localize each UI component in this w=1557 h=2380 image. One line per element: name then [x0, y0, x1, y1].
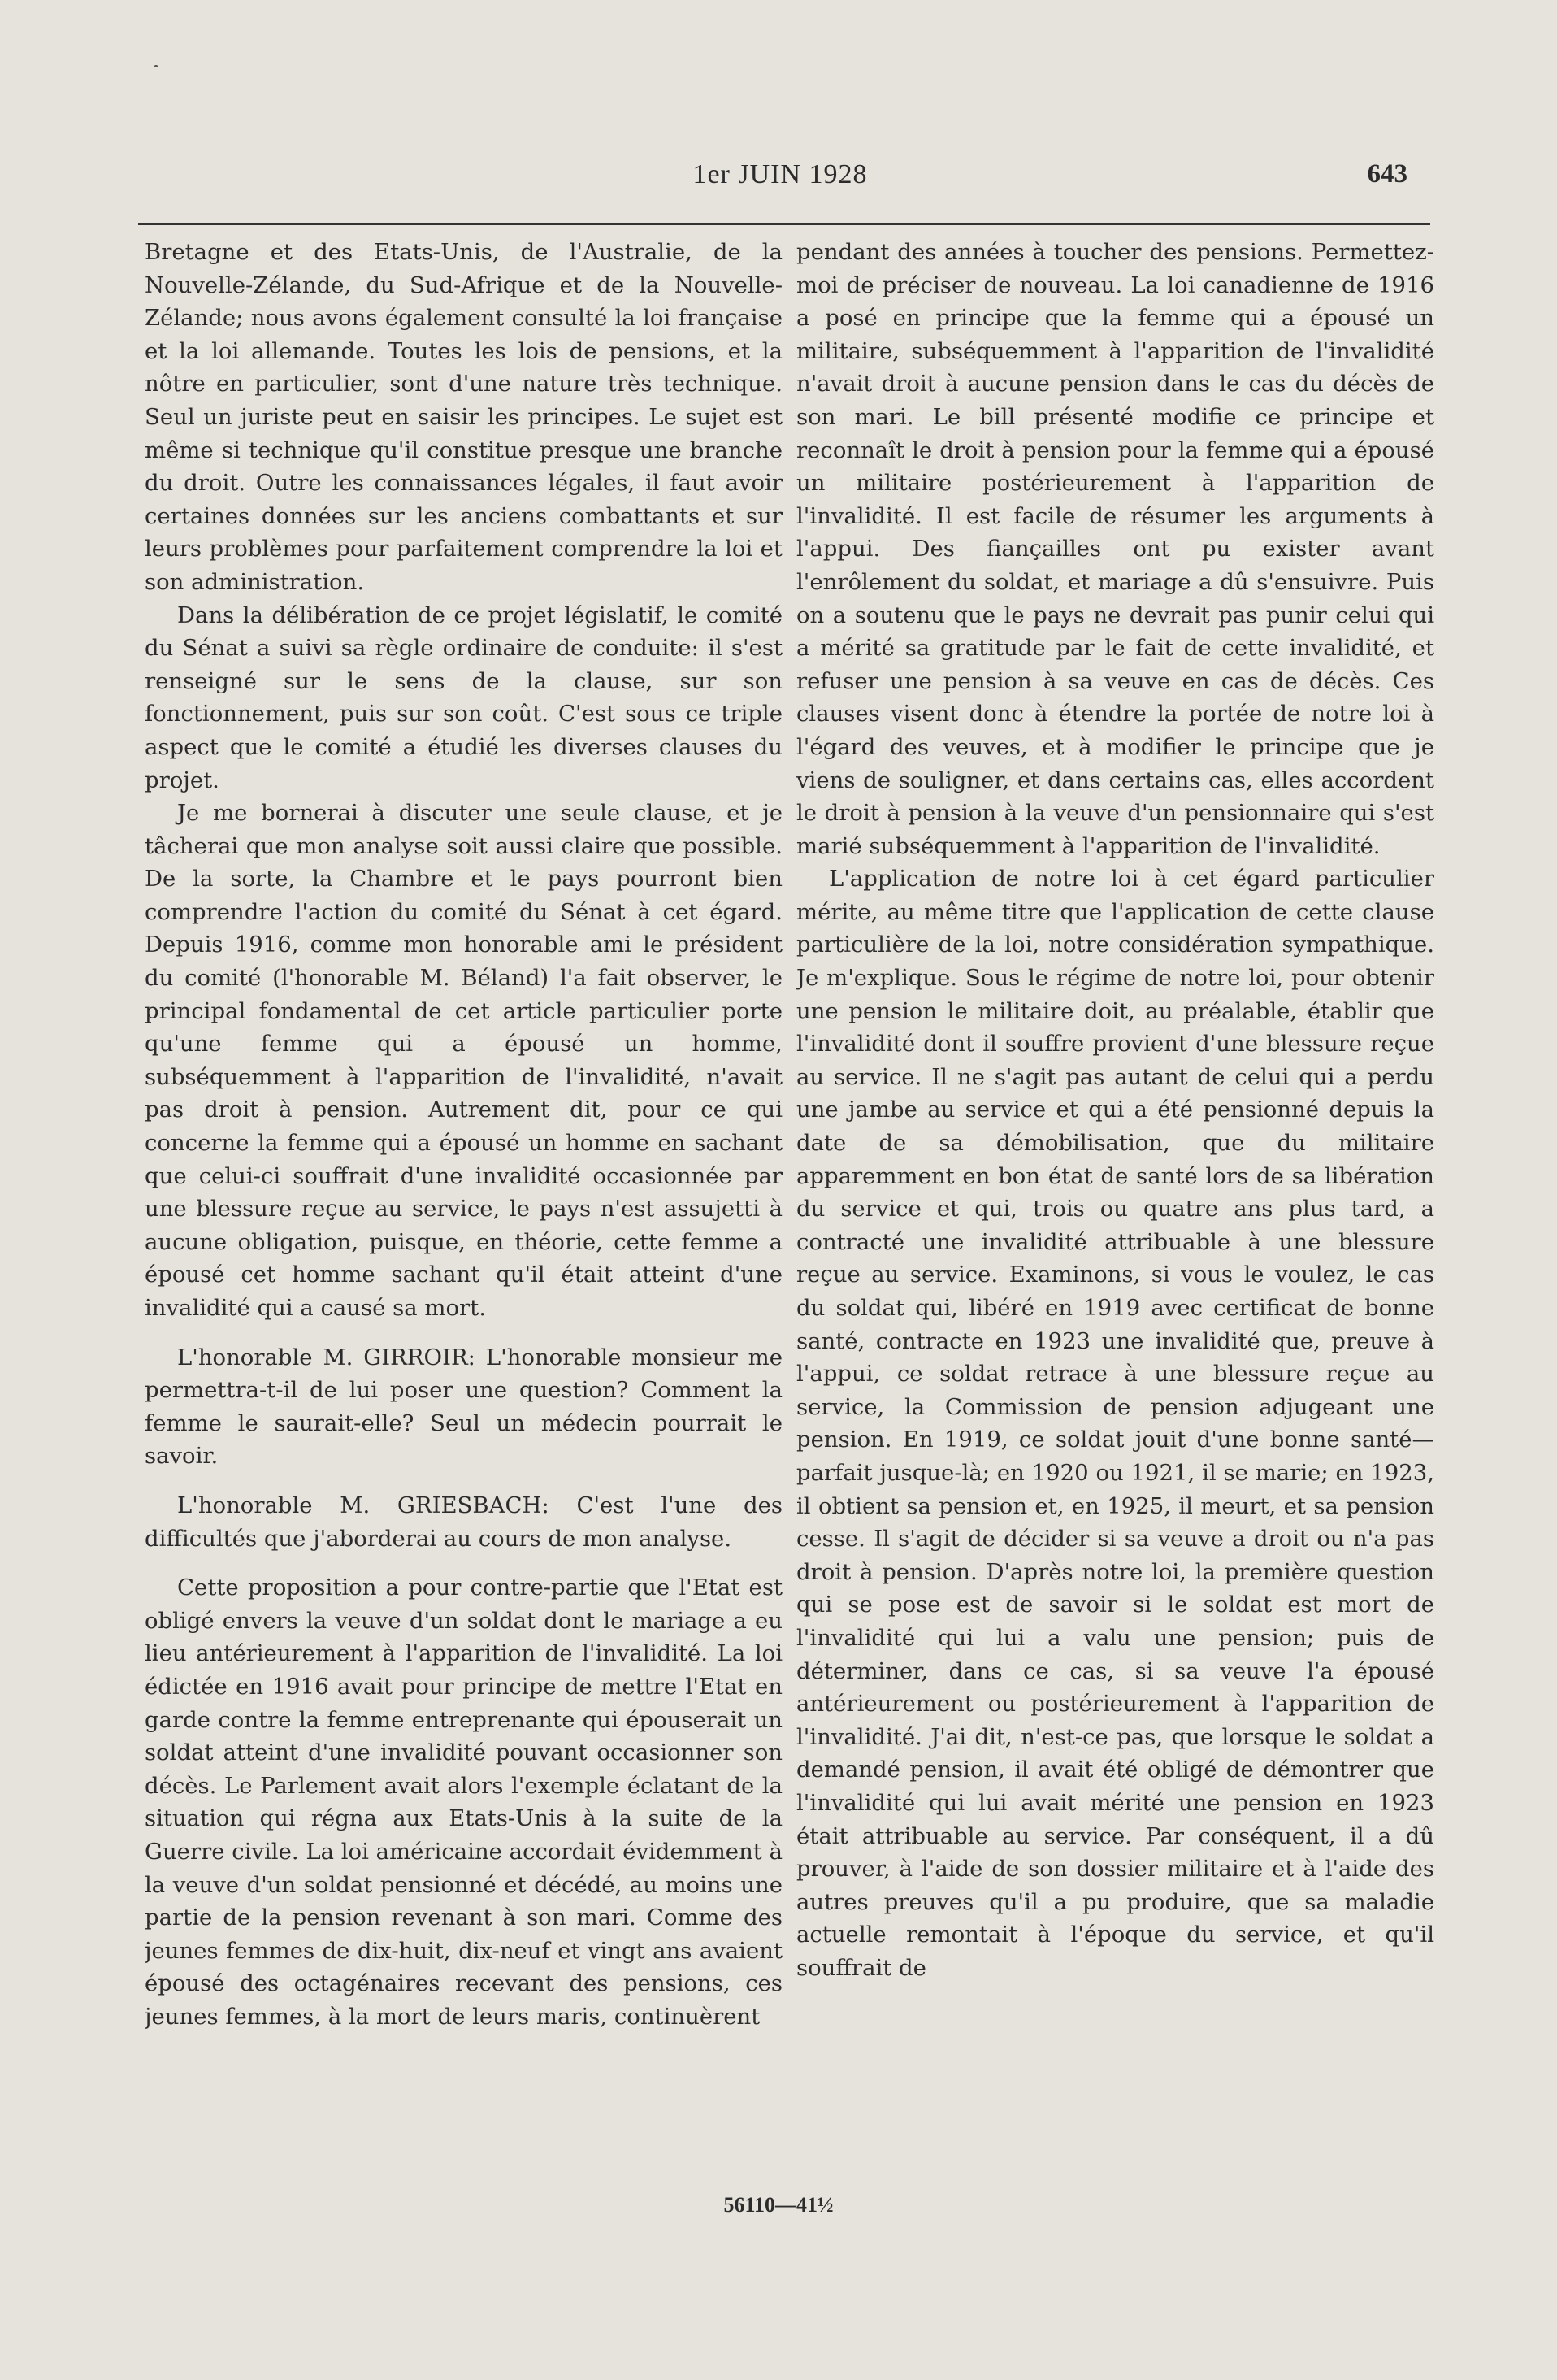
header-date: 1er JUIN 1928 — [692, 159, 868, 189]
paragraph: Je me bornerai à discuter une seule clause, et je tâcherai que mon analyse soit aussi claire que possible. De la sorte, la Chambre et le pays pourront bien comprendre l'action du comité du Sénat à cet égard. Depuis 1916, comme mon honorable ami le président du comité (l'honorable M. Béland) l'a fait observer, le principal fondamental de cet article particulier porte qu'une femme qui a épousé un homme, subséquemment à l'apparition de l'invalidité, n'avait pas droit à pension. Autrement dit, pour ce qui concerne la femme qui a épousé un homme en sachant que celui-ci souffrait d'une invalidité occasionnée par une blessure reçue au service, le pays n'est assujetti à aucune obligation, puisque, en théorie, cette femme a épousé cet homme sachant qu'il était atteint d'une invalidité qui a causé sa mort. — [145, 800, 783, 1321]
right-column — [796, 236, 1434, 2162]
scan-speck — [154, 65, 158, 67]
footer-code: 56110—41½ — [723, 2193, 834, 2217]
page-number: 643 — [1367, 159, 1407, 189]
paragraph: Cette proposition a pour contre-partie que l'Etat est obligé envers la veuve d'un soldat dont le mariage a eu lieu antérieurement à l'apparition de l'invalidité. La loi édictée en 1916 avait pour principe de mettre l'Etat en garde contre la femme entreprenante qui épouserait un soldat atteint d'une invalidité pouvant occasionner son décès. Le Parlement avait alors l'exemple éclatant de la situation qui régna aux Etats-Unis à la suite de la Guerre civile. La loi américaine accordait évidemment à la veuve d'un soldat pensionné et décédé, au moins une partie de la pension revenant à son mari. Comme des jeunes femmes de dix-huit, dix-neuf et vingt ans avaient épousé des octagénaires recevant des pensions, ces jeunes femmes, à la mort de leurs maris, continuèrent — [145, 1574, 783, 2030]
paragraph: Bretagne et des Etats-Unis, de l'Australie, de la Nouvelle-Zélande, du Sud-Afrique et de la Nouvelle-Zélande; nous avons également consulté la loi française et la loi allemande. Toutes les lois de pensions, et la nôtre en particulier, sont d'une nature très technique. Seul un juriste peut en saisir les principes. Le sujet est même si technique qu'il constitue presque une branche du droit. Outre les connaissances légales, il faut avoir certaines données sur les anciens combattants et sur leurs problèmes pour parfaitement comprendre la loi et son administration. — [145, 239, 783, 595]
header-rule — [138, 223, 1430, 225]
paragraph: Dans la délibération de ce projet législatif, le comité du Sénat a suivi sa règle ordinaire de conduite: il s'est renseigné sur le sens de la clause, sur son fonctionnement, puis sur son coût. C'est sous ce triple aspect que le comité a étudié les diverses clauses du projet. — [145, 602, 783, 793]
page-header — [138, 159, 1422, 200]
left-column — [145, 236, 783, 2162]
paragraph: L'application de notre loi à cet égard particulier mérite, au même titre que l'application de cette clause particulière de la loi, notre considération sympathique. Je m'explique. Sous le régime de notre loi, pour obtenir une pension le militaire doit, au préalable, établir que l'invalidité dont il souffre provient d'une blessure reçue au service. Il ne s'agit pas autant de celui qui a perdu une jambe au service et qui a été pensionné depuis la date de sa démobilisation, que du militaire apparemment en bon état de santé lors de sa libération du service et qui, trois ou quatre ans plus tard, a contracté une invalidité attribuable à une blessure reçue au service. Examinons, si vous le voulez, le cas du soldat qui, libéré en 1919 avec certificat de bonne santé, contracte en 1923 une invalidité que, preuve à l'appui, ce soldat retrace à une blessure reçue au service, la Commission de pension adjugeant une pension. En 1919, ce soldat jouit d'une bonne santé—parfait jusque-là; en 1920 ou 1921, il se marie; en 1923, il obtient sa pension et, en 1925, il meurt, et sa pension cesse. Il s'agit de décider si sa veuve a droit ou n'a pas droit à pension. D'après notre loi, la première question qui se pose est de savoir si le soldat est mort de l'invalidité qui lui a valu une pension; puis de déterminer, dans ce cas, si sa veuve l'a épousé antérieurement ou postérieurement à l'apparition de l'invalidité. J'ai dit, n'est-ce pas, que lorsque le soldat a demandé pension, il avait été obligé de démontrer que l'invalidité qui lui avait mérité une pension en 1923 était attribuable au service. Par conséquent, il a dû prouver, à l'aide de son dossier militaire et à l'aide des autres preuves qu'il a pu produire, que sa maladie actuelle remontait à l'époque du service, et qu'il souffrait de — [796, 866, 1434, 1981]
paragraph: pendant des années à toucher des pensions. Permettez-moi de préciser de nouveau. La loi canadienne de 1916 a posé en principe que la femme qui a épousé un militaire, subséquemment à l'apparition de l'invalidité n'avait droit à aucune pension dans le cas du décès de son mari. Le bill présenté modifie ce principe et reconnaît le droit à pension pour la femme qui a épousé un militaire postérieurement à l'apparition de l'invalidité. Il est facile de résumer les arguments à l'appui. Des fiançailles ont pu exister avant l'enrôlement du soldat, et mariage a dû s'ensuivre. Puis on a soutenu que le pays ne devrait pas punir celui qui a mérité sa gratitude par le fait de cette invalidité, et refuser une pension à sa veuve en cas de décès. Ces clauses visent donc à étendre la portée de notre loi à l'égard des veuves, et à modifier le principe que je viens de souligner, et dans certains cas, elles accordent le droit à pension à la veuve d'un pensionnaire qui s'est marié subséquemment à l'apparition de l'invalidité. — [796, 239, 1434, 859]
speaker-paragraph: L'honorable M. GRIESBACH: C'est l'une des difficultés que j'aborderai au cours de mon analyse. — [145, 1492, 783, 1552]
speaker-paragraph: L'honorable M. GIRROIR: L'honorable monsieur me permettra-t-il de lui poser une question? Comment la femme le saurait-elle? Seul un médecin pourrait le savoir. — [145, 1344, 783, 1470]
